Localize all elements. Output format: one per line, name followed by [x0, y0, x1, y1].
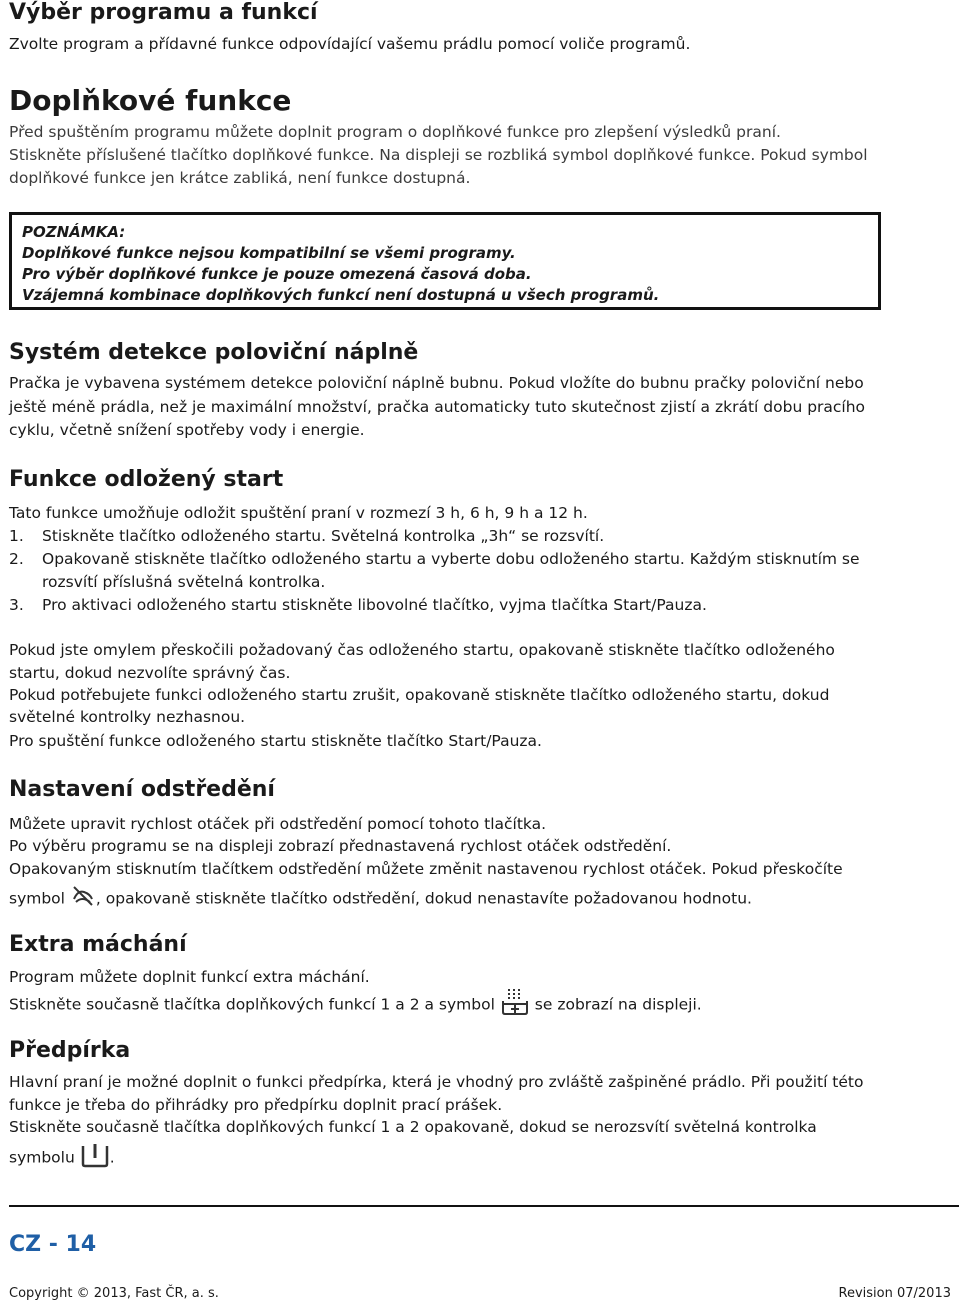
prewash-icon — [80, 1142, 110, 1174]
copyright: Copyright © 2013, Fast ČR, a. s. — [9, 1286, 219, 1301]
paragraph-line: Stiskněte příslušené tlačítko doplňkové funkce. Na displeji se rozbliká symbol doplňkové funkce. Pokud symbol — [9, 146, 868, 164]
paragraph-line: světelné kontrolky nezhasnou. — [9, 708, 246, 726]
paragraph-line: Můžete upravit rychlost otáček při odstředění pomocí tohoto tlačítka. — [9, 815, 547, 833]
section-title: Funkce odložený start — [9, 467, 284, 492]
paragraph-line — [9, 884, 752, 914]
paragraph-line: Pokud jste omylem přeskočili požadovaný čas odloženého startu, opakovaně stiskněte tlačítko odloženého — [9, 641, 835, 659]
step-text: Pro aktivaci odloženého startu stiskněte libovolné tlačítko, vyjma tlačítka Start/Pauza. — [42, 596, 707, 614]
section-title: Nastavení odstředění — [9, 777, 275, 802]
paragraph-line: Pro spuštění funkce odloženého startu stiskněte tlačítko Start/Pauza. — [9, 732, 542, 750]
step-text: Stiskněte tlačítko odloženého startu. Světelná kontrolka „3h“ se rozsvítí. — [42, 527, 605, 545]
paragraph-line: Pokud potřebujete funkci odloženého startu zrušit, opakovaně stiskněte tlačítko odloženého startu, dokud — [9, 686, 830, 704]
note-line: Pro výběr doplňkové funkce je pouze omezená časová doba. — [22, 265, 532, 283]
paragraph-line: Pračka je vybavena systémem detekce poloviční náplně bubnu. Pokud vložíte do bubnu pračky poloviční nebo — [9, 374, 864, 392]
step-number: 1. — [9, 527, 24, 545]
step-number: 3. — [9, 596, 24, 614]
note-line: Doplňkové funkce nejsou kompatibilní se všemi programy. — [22, 244, 516, 262]
paragraph-line: Hlavní praní je možné doplnit o funkci předpírka, která je vhodný pro zvláště zašpiněné prádlo. Při použití této — [9, 1073, 864, 1091]
paragraph-line: cyklu, včetně snížení spotřeby vody i energie. — [9, 421, 365, 439]
inline-text: Stiskněte současně tlačítka doplňkových funkcí 1 a 2 a symbol — [9, 995, 495, 1014]
note-box — [9, 212, 881, 310]
step-text: Opakovaně stiskněte tlačítko odloženého startu a vyberte dobu odloženého startu. Každým stisknutím se — [42, 550, 860, 568]
page-number: CZ - 14 — [9, 1232, 97, 1257]
section-title: Výběr programu a funkcí — [9, 0, 318, 25]
section-title: Extra máchání — [9, 932, 187, 957]
inline-text: se zobrazí na displeji. — [534, 995, 702, 1014]
paragraph-line: Stiskněte současně tlačítka doplňkových funkcí 1 a 2 opakovaně, dokud se nerozsvítí světelná kontrolka — [9, 1118, 817, 1136]
paragraph-line: Po výběru programu se na displeji zobrazí přednastavená rychlost otáček odstředění. — [9, 837, 672, 855]
paragraph-line: funkce je třeba do přihrádky pro předpírku doplnit prací prášek. — [9, 1096, 503, 1114]
paragraph-line — [9, 988, 702, 1022]
inline-text: , opakovaně stiskněte tlačítko odstředění, dokud nenastavíte požadovanou hodnotu. — [95, 889, 752, 908]
paragraph-line: doplňkové funkce jen krátce zabliká, není funkce dostupná. — [9, 169, 471, 187]
paragraph-line: ještě méně prádla, než je maximální množství, pračka automaticky tuto skutečnost zjistí a zkrátí dobu pracího — [9, 398, 866, 416]
paragraph-line: Opakovaným stisknutím tlačítkem odstředění můžete změnit nastavenou rychlost otáček. Pokud přeskočíte — [9, 860, 843, 878]
paragraph-line: Před spuštěním programu můžete doplnit program o doplňkové funkce pro zlepšení výsledků praní. — [9, 123, 781, 141]
inline-text: symbolu — [9, 1148, 75, 1167]
note-heading: POZNÁMKA: — [22, 223, 126, 241]
paragraph-line: startu, dokud nezvolíte správný čas. — [9, 664, 291, 682]
section-title: Doplňkové funkce — [9, 84, 292, 117]
revision: Revision 07/2013 — [838, 1286, 951, 1301]
section-title: Předpírka — [9, 1038, 131, 1063]
paragraph-line: Program můžete doplnit funkcí extra máchání. — [9, 968, 370, 986]
extra-rinse-icon — [500, 988, 530, 1022]
inline-text: . — [109, 1148, 115, 1167]
step-number: 2. — [9, 550, 24, 568]
paragraph: Zvolte program a přídavné funkce odpovídající vašemu prádlu pomocí voliče programů. — [9, 35, 691, 53]
paragraph-line: Tato funkce umožňuje odložit spuštění praní v rozmezí 3 h, 6 h, 9 h a 12 h. — [9, 504, 588, 522]
paragraph-line — [9, 1142, 115, 1174]
section-title: Systém detekce poloviční náplně — [9, 340, 419, 365]
step-text: rozsvítí příslušná světelná kontrolka. — [42, 573, 326, 591]
note-line: Vzájemná kombinace doplňkových funkcí není dostupná u všech programů. — [22, 286, 660, 304]
footer-divider — [9, 1205, 959, 1207]
inline-text: symbol — [9, 889, 65, 908]
no-spin-icon — [70, 884, 96, 914]
